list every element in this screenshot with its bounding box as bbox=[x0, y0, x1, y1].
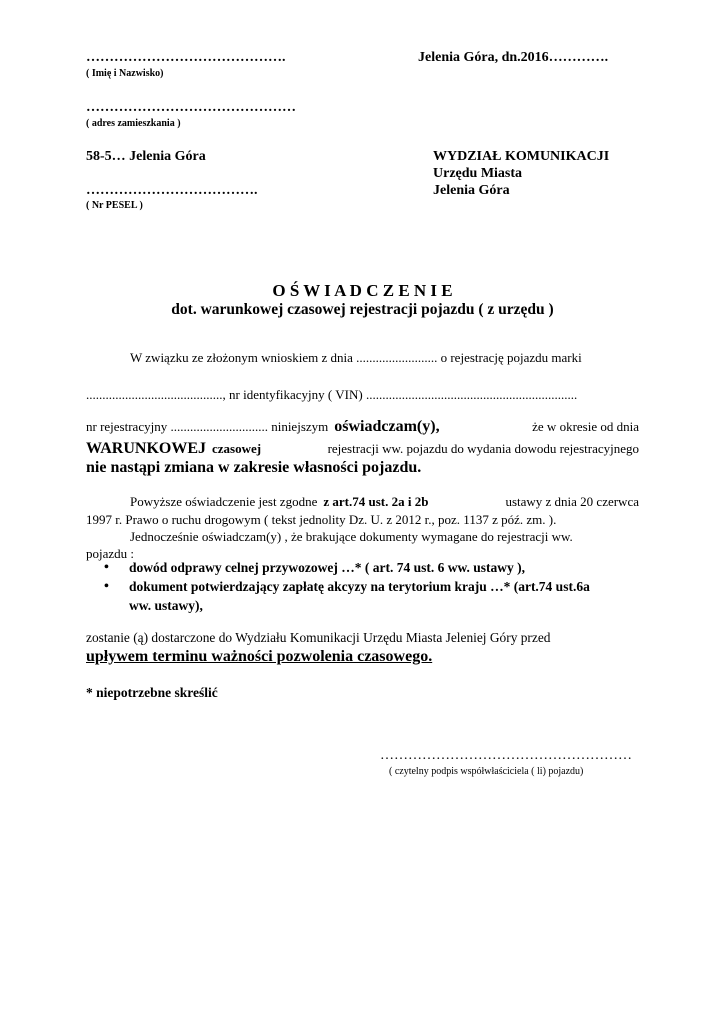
para-4-line-1: zostanie (ą) dostarczone do Wydziału Komunikacji Urzędu Miasta Jeleniej Góry przed bbox=[86, 630, 551, 645]
para-3-line-1: Jednocześnie oświadczam(y) , że brakujące dokumenty wymagane do rejestracji ww. bbox=[130, 529, 573, 544]
body-line-4 bbox=[86, 440, 639, 458]
list-item bbox=[86, 558, 641, 577]
body-line-3 bbox=[86, 418, 639, 436]
para-3-line-2: pojazdu : bbox=[86, 546, 135, 561]
para-2-start: Powyższe oświadczenie jest zgodne bbox=[130, 494, 318, 509]
para-2-line-2: 1997 r. Prawo o ruchu drogowym ( tekst jednolity Dz. U. z 2012 r., poz. 1137 z póź. zm. ). bbox=[86, 512, 557, 527]
bullet-icon: • bbox=[104, 560, 109, 575]
pesel-label: ( Nr PESEL ) bbox=[86, 200, 143, 211]
footnote: * niepotrzebne skreślić bbox=[86, 685, 218, 700]
body-line-1: W związku ze złożonym wnioskiem z dnia ......................... o rejestrację pojazdu marki bbox=[130, 350, 582, 365]
para-2-end: ustawy z dnia 20 czerwca bbox=[505, 494, 639, 509]
document-title: O Ś W I A D C Z E N I E bbox=[272, 281, 453, 300]
no-ownership-change: nie nastąpi zmiana w zakresie własności pojazdu. bbox=[86, 459, 422, 476]
name-dotted-line: ……………………………………. bbox=[86, 50, 286, 65]
legal-reference: z art.74 ust. 2a i 2b bbox=[323, 494, 429, 509]
required-documents-list bbox=[86, 558, 641, 615]
signature-label: ( czytelny podpis współwłaściciela ( li) pojazdu) bbox=[389, 766, 584, 777]
temporary-word: czasowej bbox=[212, 441, 262, 456]
recipient-city: Jelenia Góra bbox=[433, 183, 510, 198]
postal-code-city: 58-5… Jelenia Góra bbox=[86, 149, 206, 164]
address-label: ( adres zamieszkania ) bbox=[86, 118, 181, 129]
recipient-office: Urzędu Miasta bbox=[433, 166, 523, 181]
place-and-date: Jelenia Góra, dn.2016…………. bbox=[418, 50, 609, 65]
name-label: ( Imię i Nazwisko) bbox=[86, 68, 164, 79]
list-item bbox=[86, 577, 641, 596]
bullet-text: dokument potwierdzający zapłatę akcyzy na terytorium kraju …* (art.74 ust.6a bbox=[129, 579, 590, 594]
body-line-3-start: nr rejestracyjny .............................. niniejszym bbox=[86, 419, 329, 434]
deadline-text: upływem terminu ważności pozwolenia czasowego. bbox=[86, 648, 433, 665]
bullet-icon: • bbox=[104, 579, 109, 594]
bullet-text: ww. ustawy), bbox=[129, 598, 203, 613]
pesel-dotted-line: ………………………………. bbox=[86, 183, 258, 198]
document-subtitle: dot. warunkowej czasowej rejestracji pojazdu ( z urzędu ) bbox=[171, 301, 554, 318]
bullet-text: dowód odprawy celnej przywozowej …* ( art. 74 ust. 6 ww. ustawy ), bbox=[129, 560, 525, 575]
body-line-3-end: że w okresie od dnia bbox=[532, 419, 639, 434]
para-2-line-1 bbox=[130, 494, 639, 510]
signature-dotted-line: ……………………………………………… bbox=[380, 748, 632, 763]
conditional-word: WARUNKOWEJ bbox=[86, 440, 207, 457]
declare-word: oświadczam(y), bbox=[334, 418, 440, 435]
list-item-continuation bbox=[86, 596, 641, 615]
body-line-4-end: rejestracji ww. pojazdu do wydania dowodu rejestracyjnego bbox=[327, 441, 639, 456]
body-line-2: .........................................., nr identyfikacyjny ( VIN) ................................................................. bbox=[86, 387, 578, 402]
address-dotted-line: ……………………………………… bbox=[86, 100, 296, 115]
recipient-department: WYDZIAŁ KOMUNIKACJI bbox=[433, 149, 610, 164]
